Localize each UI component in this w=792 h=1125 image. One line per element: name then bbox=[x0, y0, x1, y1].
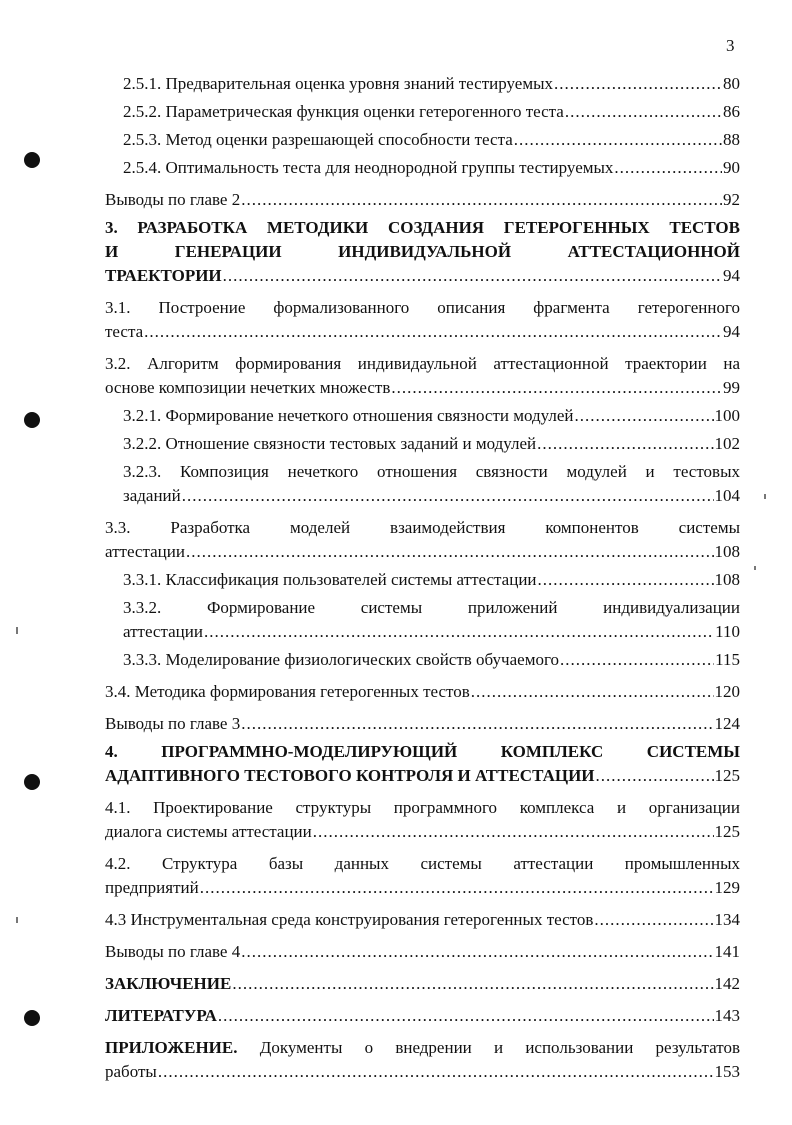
toc-entry[interactable] bbox=[123, 100, 740, 124]
toc-entry-title: диалога системы аттестации bbox=[105, 822, 312, 841]
binder-hole-3 bbox=[24, 774, 40, 790]
toc-leader bbox=[200, 876, 714, 900]
toc-entry-page: 80 bbox=[723, 74, 740, 93]
toc-entry-page: 94 bbox=[723, 266, 740, 285]
toc-leader bbox=[596, 764, 714, 788]
toc-entry-title: АДАПТИВНОГО ТЕСТОВОГО КОНТРОЛЯ И АТТЕСТАЦИИ bbox=[105, 766, 595, 785]
table-of-contents bbox=[105, 72, 740, 1084]
toc-leader bbox=[144, 320, 722, 344]
toc-leader bbox=[471, 680, 714, 704]
toc-entry-page: 153 bbox=[714, 1062, 740, 1081]
toc-entry[interactable] bbox=[105, 516, 740, 564]
toc-entry-title: 3.4. Методика формирования гетерогенных тестов bbox=[105, 682, 470, 701]
toc-entry[interactable] bbox=[105, 796, 740, 844]
toc-entry-title: 3.2.1. Формирование нечеткого отношения связности модулей bbox=[123, 406, 574, 425]
toc-leader bbox=[514, 128, 722, 152]
toc-entry-title: 3.3. Разработка моделей взаимодействия компонентов системы bbox=[105, 518, 740, 537]
toc-entry-page: 108 bbox=[714, 570, 740, 589]
toc-entry-title: 3.1. Построение формализованного описания фрагмента гетерогенного bbox=[105, 298, 740, 317]
toc-entry-title: 4.1. Проектирование структуры программного комплекса и организации bbox=[105, 798, 740, 817]
toc-entry-title: ЗАКЛЮЧЕНИЕ bbox=[105, 974, 232, 993]
toc-entry-page: 120 bbox=[714, 682, 740, 701]
toc-entry-title: 3.2.2. Отношение связности тестовых заданий и модулей bbox=[123, 434, 537, 453]
toc-entry-title: 4. ПРОГРАММНО-МОДЕЛИРУЮЩИЙ КОМПЛЕКС СИСТЕМЫ bbox=[105, 742, 740, 761]
toc-leader bbox=[594, 908, 713, 932]
toc-entry-page: 99 bbox=[723, 378, 740, 397]
toc-entry-page: 92 bbox=[723, 190, 740, 209]
binder-hole-4 bbox=[24, 1010, 40, 1026]
toc-leader bbox=[538, 568, 714, 592]
toc-entry-title: предприятий bbox=[105, 878, 199, 897]
toc-entry[interactable] bbox=[123, 432, 740, 456]
toc-leader bbox=[186, 540, 714, 564]
toc-leader bbox=[223, 264, 722, 288]
toc-entry-title: 3.3.2. Формирование системы приложений индивидуализации bbox=[123, 598, 740, 617]
toc-entry-page: 100 bbox=[714, 406, 740, 425]
toc-entry[interactable] bbox=[105, 680, 740, 704]
toc-entry-page: 86 bbox=[723, 102, 740, 121]
toc-entry-page: 104 bbox=[714, 486, 740, 505]
toc-entry-title: ЛИТЕРАТУРА bbox=[105, 1006, 217, 1025]
toc-entry-title: Выводы по главе 2 bbox=[105, 190, 241, 209]
scan-speck bbox=[16, 627, 18, 634]
toc-leader bbox=[313, 820, 714, 844]
toc-entry[interactable] bbox=[123, 596, 740, 644]
toc-leader bbox=[232, 972, 713, 996]
toc-leader bbox=[218, 1004, 714, 1028]
scan-speck bbox=[764, 494, 766, 499]
toc-entry[interactable] bbox=[105, 908, 740, 932]
toc-entry[interactable] bbox=[123, 568, 740, 592]
toc-appendix[interactable] bbox=[105, 1036, 740, 1084]
toc-entry-title: 4.3 Инструментальная среда конструирования гетерогенных тестов bbox=[105, 910, 594, 929]
toc-entry-title: 3. РАЗРАБОТКА МЕТОДИКИ СОЗДАНИЯ ГЕТЕРОГЕННЫХ ТЕСТОВ bbox=[105, 218, 740, 237]
toc-entry-page: 134 bbox=[714, 910, 740, 929]
toc-appendix-rest: Документы о внедрении и использовании результатов bbox=[259, 1038, 740, 1057]
toc-entry-title: 2.5.3. Метод оценки разрешающей способности теста bbox=[123, 130, 513, 149]
scan-speck bbox=[16, 917, 18, 923]
toc-entry-page: 124 bbox=[714, 714, 740, 733]
toc-entry[interactable] bbox=[123, 128, 740, 152]
toc-chapter-4[interactable] bbox=[105, 740, 740, 788]
toc-entry-page: 142 bbox=[714, 974, 740, 993]
toc-entry-title: аттестации bbox=[123, 622, 203, 641]
toc-leader bbox=[554, 72, 722, 96]
toc-entry-title: основе композиции нечетких множеств bbox=[105, 378, 391, 397]
toc-entry-page: 94 bbox=[723, 322, 740, 341]
toc-entry[interactable] bbox=[105, 940, 740, 964]
toc-entry-title bbox=[105, 1036, 740, 1060]
toc-entry-title: 3.3.1. Классификация пользователей системы аттестации bbox=[123, 570, 537, 589]
toc-entry[interactable] bbox=[105, 188, 740, 212]
toc-leader bbox=[241, 188, 722, 212]
toc-entry[interactable] bbox=[123, 648, 740, 672]
toc-entry-title: 2.5.2. Параметрическая функция оценки гетерогенного теста bbox=[123, 102, 564, 121]
toc-entry-page: 125 bbox=[714, 766, 740, 785]
toc-entry-title: 2.5.4. Оптимальность теста для неоднородной группы тестируемых bbox=[123, 158, 614, 177]
toc-entry[interactable] bbox=[105, 712, 740, 736]
toc-entry-title: заданий bbox=[123, 486, 181, 505]
toc-entry-title: теста bbox=[105, 322, 144, 341]
page-number: 3 bbox=[726, 36, 735, 55]
toc-leader bbox=[575, 404, 714, 428]
toc-entry-title: Выводы по главе 3 bbox=[105, 714, 241, 733]
toc-entry-page: 115 bbox=[715, 650, 740, 669]
toc-entry-page: 141 bbox=[714, 942, 740, 961]
toc-entry-page: 88 bbox=[723, 130, 740, 149]
toc-leader bbox=[565, 100, 722, 124]
toc-leader bbox=[391, 376, 722, 400]
toc-entry-title: Выводы по главе 4 bbox=[105, 942, 241, 961]
toc-leader bbox=[537, 432, 713, 456]
toc-leader bbox=[241, 712, 713, 736]
binder-hole-2 bbox=[24, 412, 40, 428]
toc-entry-page: 125 bbox=[714, 822, 740, 841]
toc-entry-title: 3.3.3. Моделирование физиологических свойств обучаемого bbox=[123, 650, 559, 669]
toc-leader bbox=[182, 484, 714, 508]
toc-chapter-3[interactable] bbox=[105, 216, 740, 288]
toc-entry-page: 129 bbox=[714, 878, 740, 897]
toc-leader bbox=[241, 940, 713, 964]
toc-entry-title: аттестации bbox=[105, 542, 185, 561]
toc-entry-page: 143 bbox=[714, 1006, 740, 1025]
toc-references[interactable] bbox=[105, 1004, 740, 1028]
binder-hole-1 bbox=[24, 152, 40, 168]
toc-entry-title: ТРАЕКТОРИИ bbox=[105, 266, 222, 285]
toc-entry-page: 110 bbox=[715, 622, 740, 641]
toc-entry[interactable] bbox=[123, 404, 740, 428]
toc-entry-title: работы bbox=[105, 1062, 157, 1081]
toc-entry-page: 102 bbox=[714, 434, 740, 453]
toc-conclusion[interactable] bbox=[105, 972, 740, 996]
toc-leader bbox=[560, 648, 714, 672]
toc-entry[interactable] bbox=[123, 156, 740, 180]
toc-entry-page: 108 bbox=[714, 542, 740, 561]
scan-speck bbox=[754, 566, 756, 570]
toc-entry[interactable] bbox=[105, 352, 740, 400]
toc-entry-title: 3.2.3. Композиция нечеткого отношения связности модулей и тестовых bbox=[123, 462, 740, 481]
toc-leader bbox=[158, 1060, 714, 1084]
toc-entry[interactable] bbox=[123, 460, 740, 508]
toc-leader bbox=[614, 156, 722, 180]
toc-appendix-lead: ПРИЛОЖЕНИЕ. bbox=[105, 1038, 238, 1057]
toc-entry-title: 4.2. Структура базы данных системы аттестации промышленных bbox=[105, 854, 740, 873]
toc-leader bbox=[204, 620, 714, 644]
toc-entry-page: 90 bbox=[723, 158, 740, 177]
toc-entry[interactable] bbox=[105, 296, 740, 344]
toc-entry-title: И ГЕНЕРАЦИИ ИНДИВИДУАЛЬНОЙ АТТЕСТАЦИОННОЙ bbox=[105, 242, 740, 261]
toc-entry-title: 3.2. Алгоритм формирования индивидаульной аттестационной траектории на bbox=[105, 354, 740, 373]
toc-entry[interactable] bbox=[105, 852, 740, 900]
toc-entry-title: 2.5.1. Предварительная оценка уровня знаний тестируемых bbox=[123, 74, 553, 93]
toc-entry[interactable] bbox=[123, 72, 740, 96]
